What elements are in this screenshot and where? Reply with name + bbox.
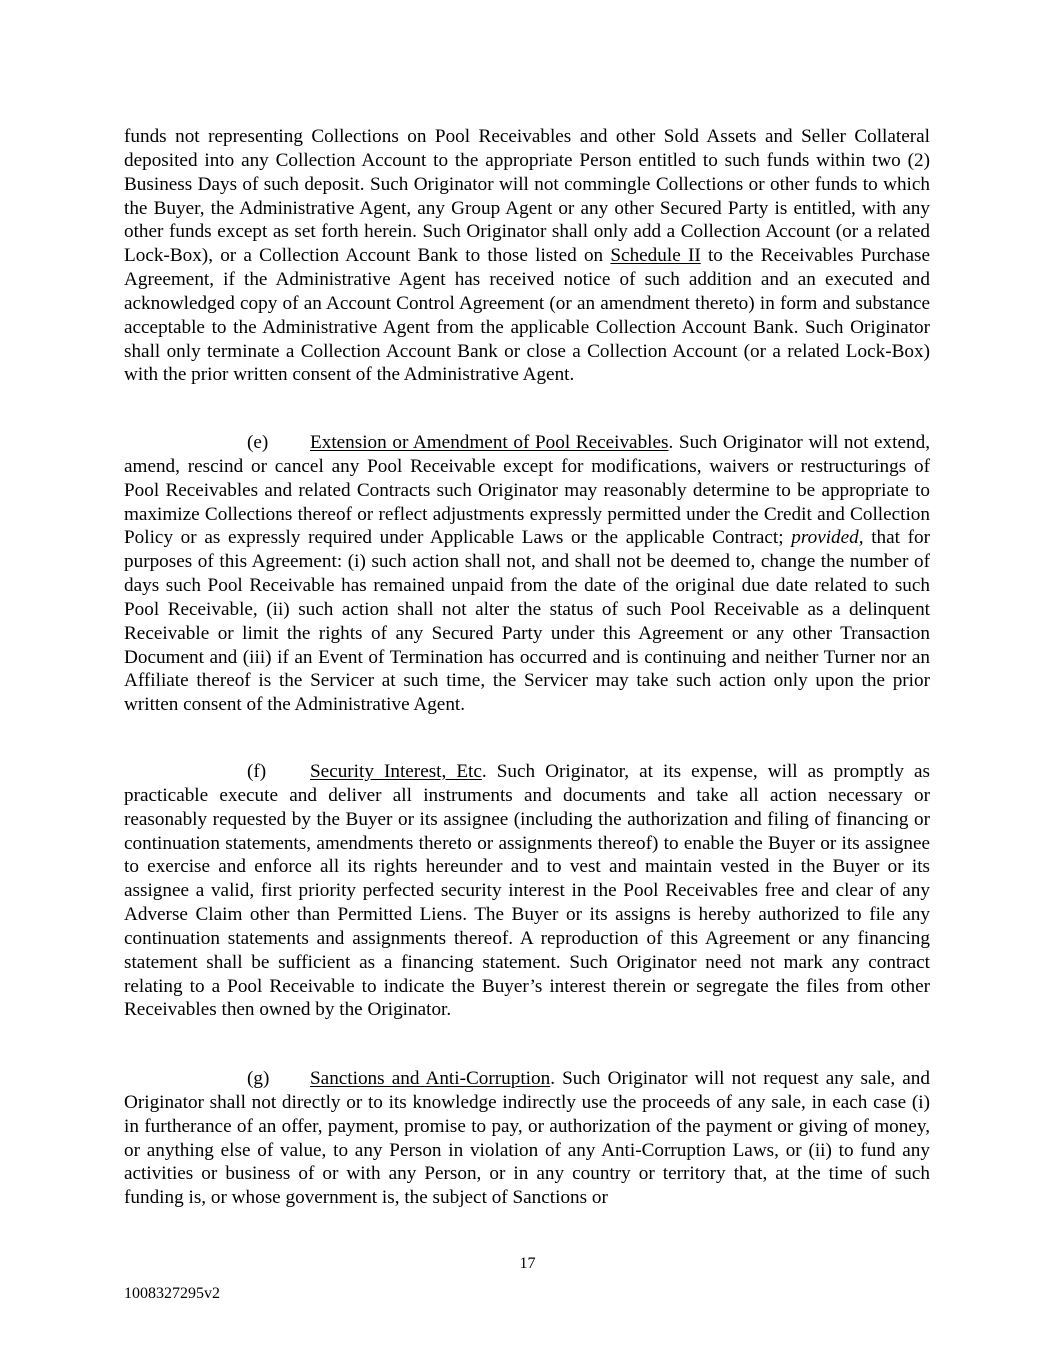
paragraph-text: . Such Originator, at its expense, will as promptly as practicable execute and deliver all instruments and documents and take all action necessary or reasonably requested by the Buyer or its assignee (including the authorization and filing of financing or continuation statements, amendments thereto or assignments thereof) to enable the Buyer or its assignee to exercise and enforce all its rights hereunder and to vest and maintain vested in the Buyer or its assignee a valid, first priority perfected security interest in the Pool Receivables free and clear of any Adverse Claim other than Permitted Liens. The Buyer or its assigns is hereby authorized to file any continuation statements and assignments thereof. A reproduction of this Agreement or any financing statement shall be sufficient as a financing statement. Such Originator need not mark any contract relating to a Pool Receivable to indicate the Buyer’s interest therein or segregate the files from other Receivables then owned by the Originator. bbox=[124, 761, 930, 1021]
paragraph-text: funds not representing Collections on Pool Receivables and other Sold Assets and Seller Collateral deposited into any Collection Account to the appropriate Person entitled to such funds within two (2) Business Days of such deposit. Such Originator will not commingle Collections or other funds to which the Buyer, the Administrative Agent, any Group Agent or any other Secured Party is entitled, with any other funds except as set forth herein. Such Originator shall only add a Collection Account (or a related Lock-Box), or a Collection Account Bank to those listed on bbox=[124, 126, 930, 267]
emphasis-text: provided, bbox=[791, 527, 864, 549]
section-heading: Extension or Amendment of Pool Receivables bbox=[310, 432, 669, 453]
section-heading: Sanctions and Anti-Corruption bbox=[310, 1068, 551, 1089]
paragraph-text: . Such Originator will not extend, amend, rescind or cancel any Pool Receivable except for modifications, waivers or restructurings of Pool Receivables and related Contracts such Originator may reasonably determine to be appropriate to maximize Collections thereof or reflect adjustments expressly permitted under the Credit and Collection Policy or as expressly required under Applicable Laws or the applicable Contract; bbox=[124, 432, 930, 549]
paragraph-g bbox=[124, 1067, 930, 1210]
page-number: 17 bbox=[519, 1255, 536, 1272]
section-marker: (e) bbox=[247, 432, 269, 453]
paragraph-text: to the Receivables Purchase Agreement, if the Administrative Agent has received notice of such addition and an executed and acknowledged copy of an Account Control Agreement (or an amendment thereto) in form and substance acceptable to the Administrative Agent from the applicable Collection Account Bank. Such Originator shall only terminate a Collection Account Bank or close a Collection Account (or a related Lock-Box) with the prior written consent of the Administrative Agent. bbox=[124, 245, 930, 386]
section-heading: Security Interest, Etc bbox=[310, 761, 482, 782]
paragraph-f bbox=[124, 760, 930, 1022]
section-marker: (f) bbox=[247, 761, 267, 782]
section-marker: (g) bbox=[247, 1068, 270, 1089]
paragraph-text: . Such Originator will not request any sale, and Originator shall not directly or to its knowledge indirectly use the proceeds of any sale, in each case (i) in furtherance of an offer, payment, promise to pay, or authorization of the payment or giving of money, or anything else of value, to any Person in violation of any Anti-Corruption Laws, or (ii) to fund any activities or business of or with any Person, or in any country or territory that, at the time of such funding is, or whose government is, the subject of Sanctions or bbox=[124, 1068, 930, 1209]
schedule-reference: Schedule II bbox=[610, 245, 701, 267]
paragraph-text: that for purposes of this Agreement: (i) such action shall not, and shall not be deemed to, change the number of days such Pool Receivable has remained unpaid from the date of the original due date related to such Pool Receivable, (ii) such action shall not alter the status of such Pool Receivable as a delinquent Receivable or limit the rights of any Secured Party under this Agreement or any other Transaction Document and (iii) if an Event of Termination has occurred and is continuing and neither Turner nor an Affiliate thereof is the Servicer at such time, the Servicer may take such action only upon the prior written consent of the Administrative Agent. bbox=[124, 527, 930, 716]
document-id: 1008327295v2 bbox=[124, 1285, 220, 1302]
paragraph-e bbox=[124, 431, 930, 717]
paragraph-continued bbox=[124, 125, 930, 387]
